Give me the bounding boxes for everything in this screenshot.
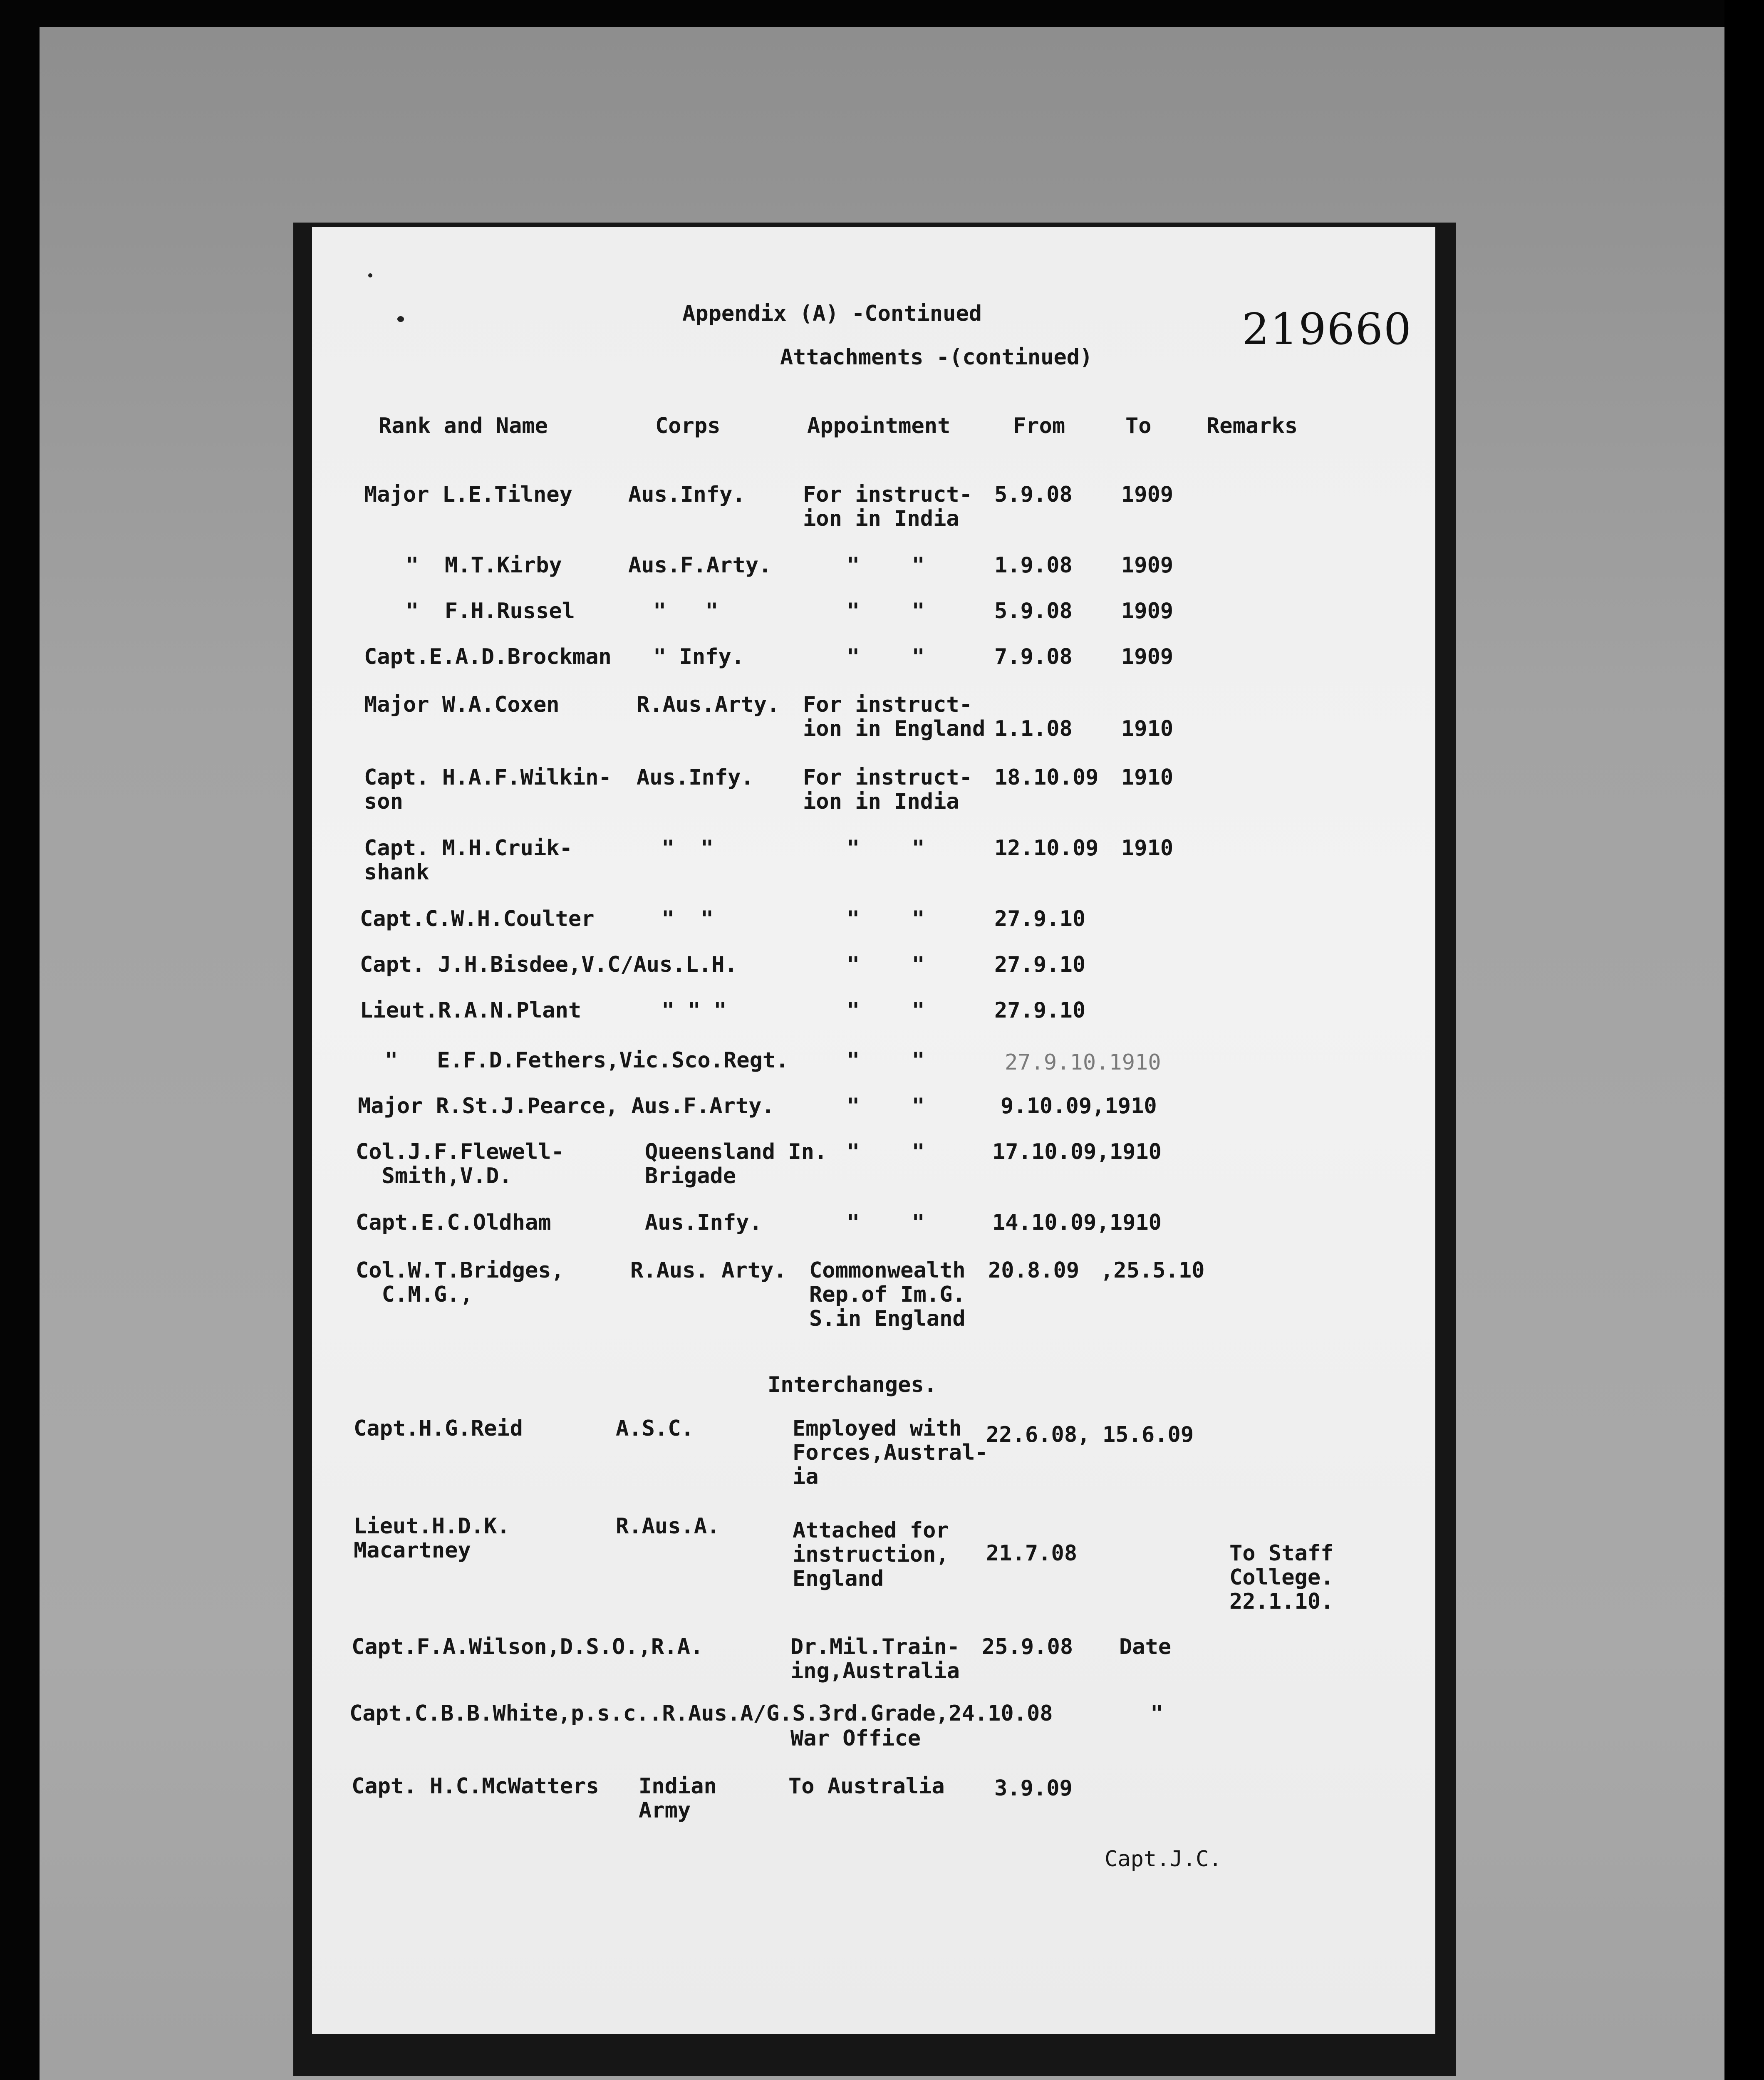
row-appointment: " "	[847, 998, 925, 1023]
row-appointment: " "	[847, 644, 925, 669]
row-from: 27.9.10	[994, 998, 1086, 1023]
row-name: Capt.C.B.B.White,p.s.c..R.Aus.A/G.S.3rd.Grade,24.10.08	[349, 1701, 1053, 1726]
row-appointment: For instruct- ion in India	[803, 482, 972, 531]
document-page	[312, 227, 1435, 2034]
row-appointment: For instruct- ion in India	[803, 765, 972, 814]
row-from: 27.9.10.1910	[1005, 1050, 1161, 1075]
row-corps: Aus.Infy.	[628, 482, 746, 507]
row-corps: Aus.F.Arty.	[628, 553, 772, 578]
row-appointment: " "	[847, 1094, 925, 1119]
row-corps: " "	[653, 599, 718, 624]
row-name: Col.W.T.Bridges, C.M.G.,	[356, 1258, 564, 1307]
row-from: 1.9.08	[994, 553, 1073, 578]
row-from: 7.9.08	[994, 644, 1073, 669]
row-from: 20.8.09	[988, 1258, 1080, 1283]
row-name: Major L.E.Tilney	[364, 482, 572, 507]
row-appointment: To Australia	[788, 1774, 945, 1799]
row-appointment: War Office	[790, 1726, 921, 1751]
row-appointment: " "	[847, 599, 925, 624]
col-header-rank-name: Rank and Name	[379, 414, 548, 438]
row-from: 5.9.08	[994, 599, 1073, 624]
row-to: 1909	[1121, 644, 1174, 669]
attachments-subheading: Attachments -(continued)	[780, 345, 1093, 370]
row-to: 1909	[1121, 599, 1174, 624]
row-corps: " Infy.	[653, 644, 745, 669]
row-name: Capt.F.A.Wilson,D.S.O.,R.A.	[352, 1634, 704, 1659]
row-from: 22.6.08,	[986, 1422, 1090, 1447]
row-appointment: Commonwealth Rep.of Im.G. S.in England	[809, 1258, 966, 1331]
row-name: Col.J.F.Flewell- Smith,V.D.	[356, 1139, 564, 1189]
row-from: 18.10.09	[994, 765, 1099, 790]
row-name: Lieut.R.A.N.Plant	[360, 998, 582, 1023]
row-appointment: " "	[847, 553, 925, 578]
row-from: 14.10.09,1910	[992, 1210, 1162, 1235]
row-to: ,25.5.10	[1100, 1258, 1205, 1283]
row-from: 5.9.08	[994, 482, 1073, 507]
col-header-to: To	[1125, 414, 1152, 438]
row-name: Capt.C.W.H.Coulter	[360, 906, 595, 931]
row-from: 27.9.10	[994, 952, 1086, 977]
row-name: " E.F.D.Fethers,Vic.Sco.Regt.	[385, 1048, 789, 1073]
row-appointment: " "	[847, 952, 925, 977]
row-name: Capt.E.C.Oldham	[356, 1210, 551, 1235]
row-to: 1909	[1121, 482, 1174, 507]
row-corps: " "	[662, 836, 714, 861]
row-to: Date	[1119, 1634, 1172, 1659]
col-header-appointment: Appointment	[807, 414, 951, 438]
row-name: " M.T.Kirby	[406, 553, 562, 578]
row-appointment: " "	[847, 1048, 925, 1073]
row-from: 17.10.09,1910	[992, 1139, 1162, 1164]
row-corps: Queensland In. Brigade	[645, 1139, 827, 1189]
row-appointment: For instruct- ion in England	[803, 692, 986, 741]
row-name: Major R.St.J.Pearce, Aus.F.Arty.	[358, 1094, 775, 1119]
row-appointment: " "	[847, 906, 925, 931]
interchanges-heading: Interchanges.	[768, 1372, 937, 1397]
row-name: Capt. H.A.F.Wilkin- son	[364, 765, 612, 814]
row-to: 1910	[1121, 716, 1174, 741]
row-from: 12.10.09	[994, 836, 1099, 861]
row-corps: " " "	[662, 998, 727, 1023]
row-corps: R.Aus.Arty.	[637, 692, 780, 717]
row-corps: R.Aus.A.	[616, 1514, 720, 1539]
row-to: 15.6.09	[1102, 1422, 1194, 1447]
row-from: 25.9.08	[982, 1634, 1073, 1659]
row-from: 9.10.09,1910	[1001, 1094, 1157, 1119]
col-header-remarks: Remarks	[1207, 414, 1298, 438]
row-appointment: " "	[847, 1139, 925, 1164]
row-corps: Aus.Infy.	[637, 765, 754, 790]
row-from: 27.9.10	[994, 906, 1086, 931]
ink-speck	[397, 316, 404, 322]
row-to: "	[1150, 1701, 1164, 1726]
row-corps: Aus.Infy.	[645, 1210, 762, 1235]
ink-speck	[368, 273, 372, 277]
row-name: Capt.E.A.D.Brockman	[364, 644, 612, 669]
row-name: Capt. H.C.McWatters	[352, 1774, 599, 1799]
appendix-heading: Appendix (A) -Continued	[682, 301, 982, 326]
row-from: 3.9.09	[994, 1776, 1073, 1801]
document-number: 219660	[1242, 304, 1412, 354]
row-appointment: Employed with Forces,Austral- ia	[793, 1416, 988, 1489]
row-name: Capt. J.H.Bisdee,V.C/Aus.L.H.	[360, 952, 738, 977]
col-header-from: From	[1013, 414, 1065, 438]
row-corps: A.S.C.	[616, 1416, 694, 1441]
row-appointment: Dr.Mil.Train- ing,Australia	[790, 1634, 960, 1684]
footer-note: Capt.J.C.	[1105, 1847, 1222, 1872]
row-appointment: Attached for instruction, England	[793, 1518, 949, 1591]
row-to: 1910	[1121, 765, 1174, 790]
row-name: " F.H.Russel	[406, 599, 575, 624]
row-corps: R.Aus. Arty.	[630, 1258, 787, 1283]
row-corps: " "	[662, 906, 714, 931]
row-to: 1909	[1121, 553, 1174, 578]
row-appointment: " "	[847, 836, 925, 861]
row-to: 1910	[1121, 836, 1174, 861]
row-remarks: To Staff College. 22.1.10.	[1229, 1541, 1334, 1614]
film-edge	[1724, 0, 1764, 2080]
row-name: Major W.A.Coxen	[364, 692, 560, 717]
row-corps: Indian Army	[639, 1774, 717, 1823]
col-header-corps: Corps	[655, 414, 721, 438]
row-from: 21.7.08	[986, 1541, 1078, 1566]
row-appointment: " "	[847, 1210, 925, 1235]
row-name: Capt. M.H.Cruik- shank	[364, 836, 572, 885]
row-name: Lieut.H.D.K. Macartney	[354, 1514, 510, 1563]
row-from: 1.1.08	[994, 716, 1073, 741]
row-name: Capt.H.G.Reid	[354, 1416, 523, 1441]
